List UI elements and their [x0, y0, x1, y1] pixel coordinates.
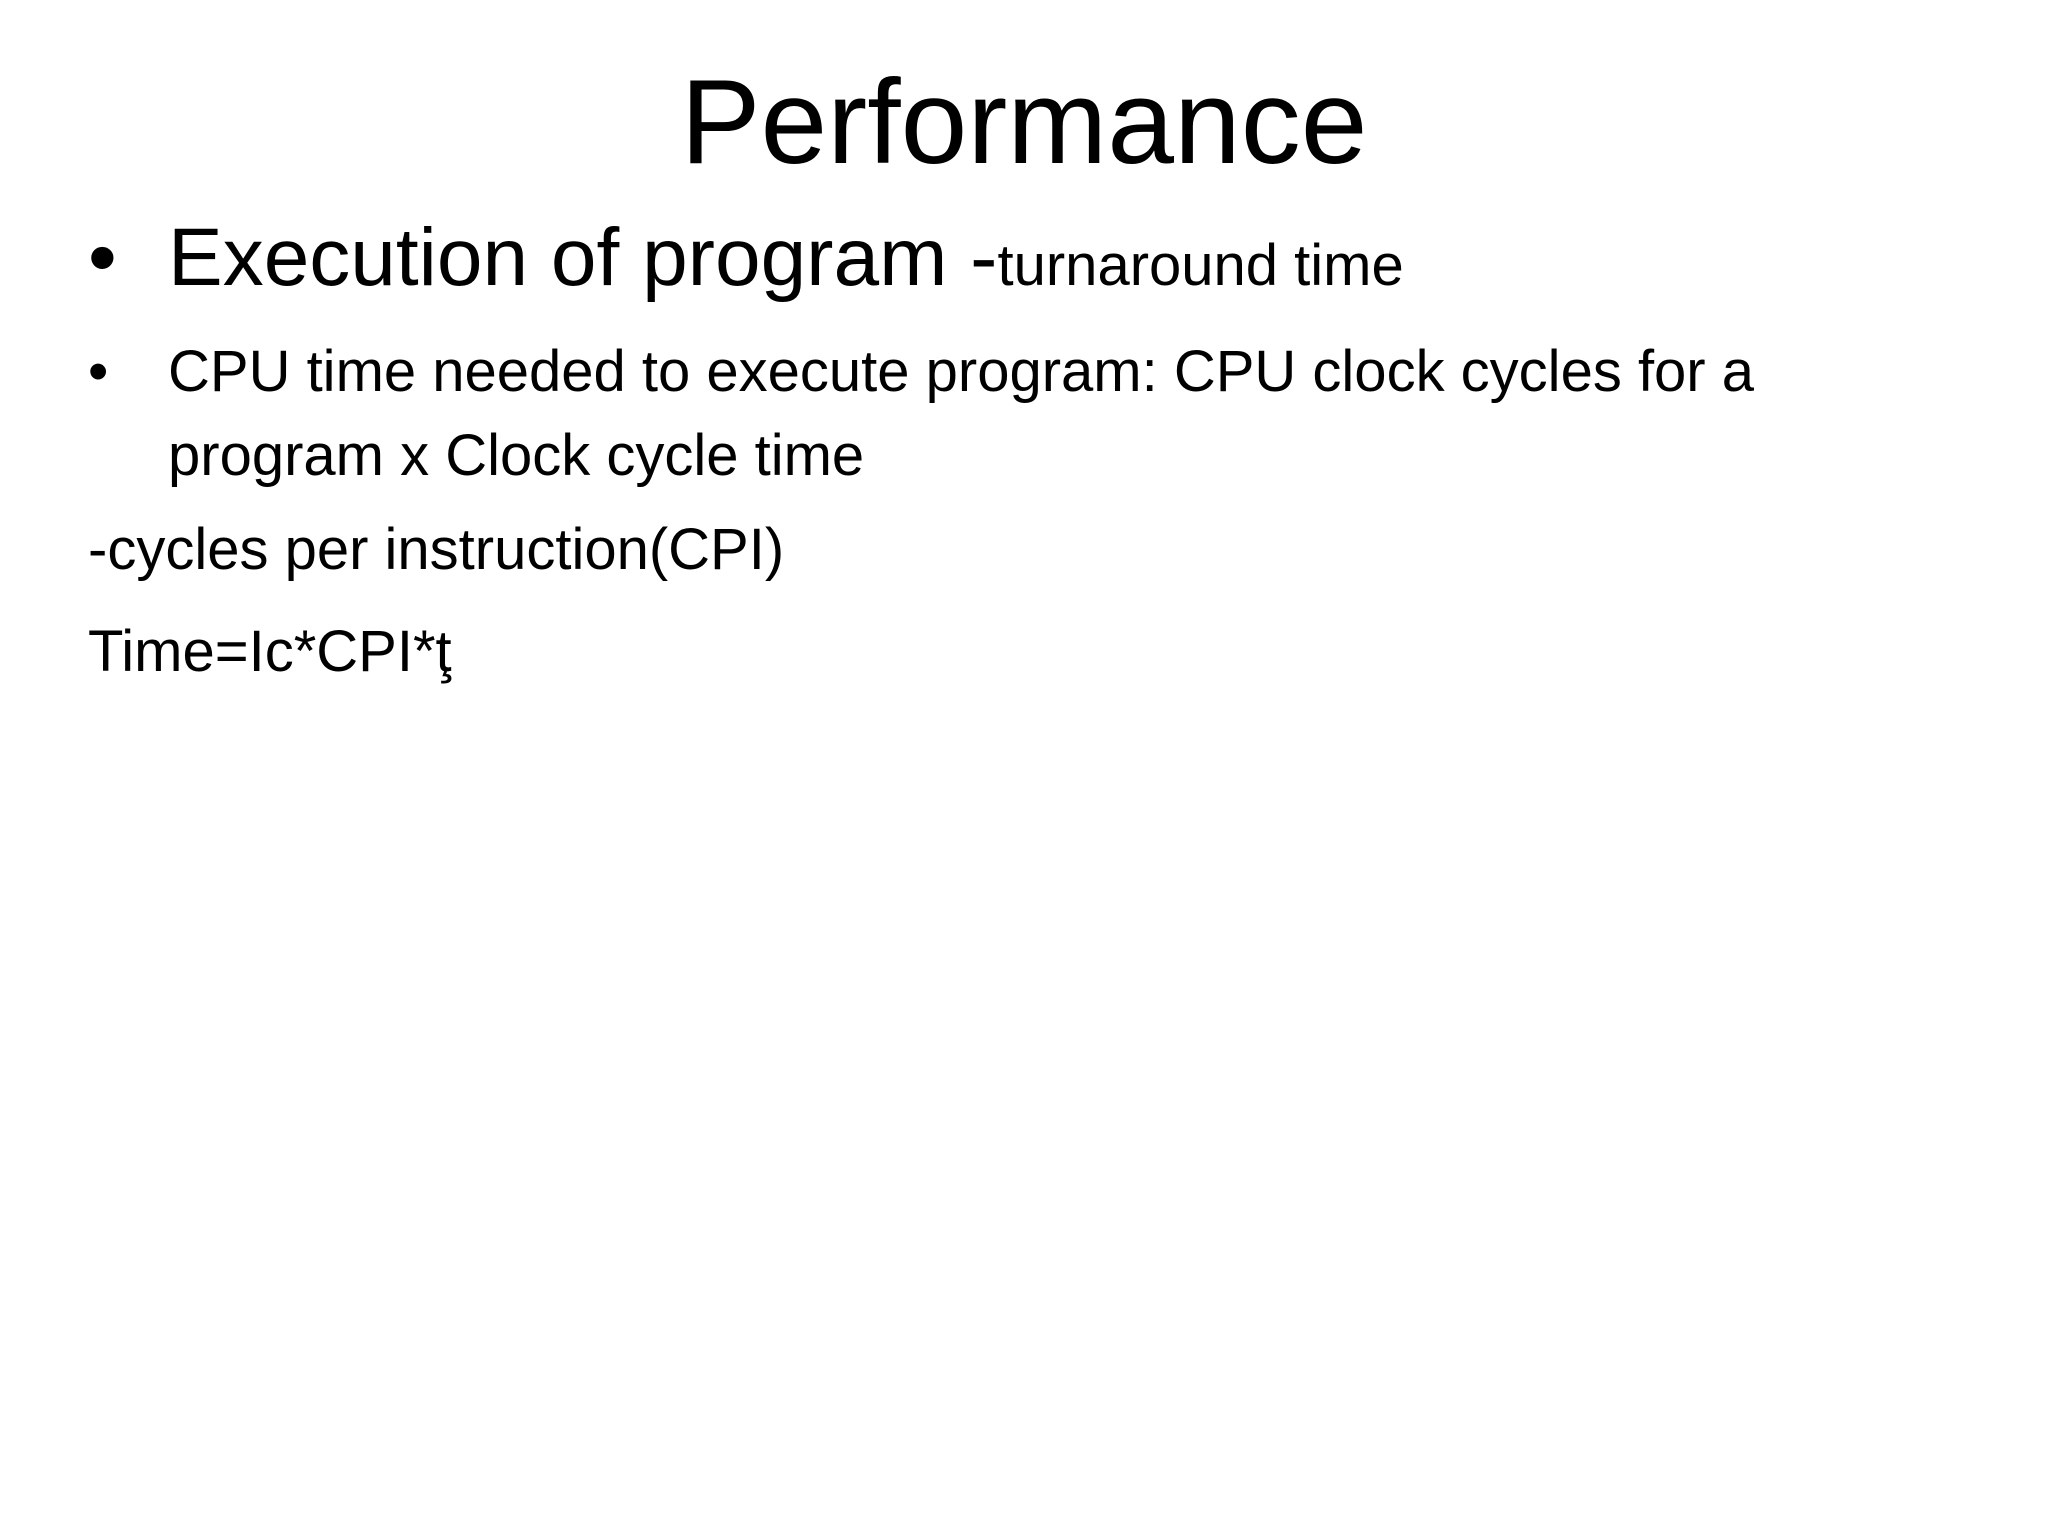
bullet-icon: •	[88, 212, 117, 303]
bullet-small-text: turnaround time	[997, 233, 1404, 298]
time-formula: Time=Ic*CPI*ţ	[88, 619, 452, 684]
bullet-cpu-time	[88, 330, 1988, 498]
bullet-text	[168, 208, 1404, 316]
bullet-text: CPU time needed to execute program: CPU clock cycles for a program x Clock cycle time	[168, 339, 1754, 488]
slide-title: Performance	[680, 55, 1368, 189]
bullet-execution	[88, 208, 1988, 316]
cpi-line: -cycles per instruction(CPI)	[88, 517, 785, 582]
bullet-icon: •	[88, 339, 109, 404]
bullet-main-text: Execution of program -	[168, 212, 998, 303]
